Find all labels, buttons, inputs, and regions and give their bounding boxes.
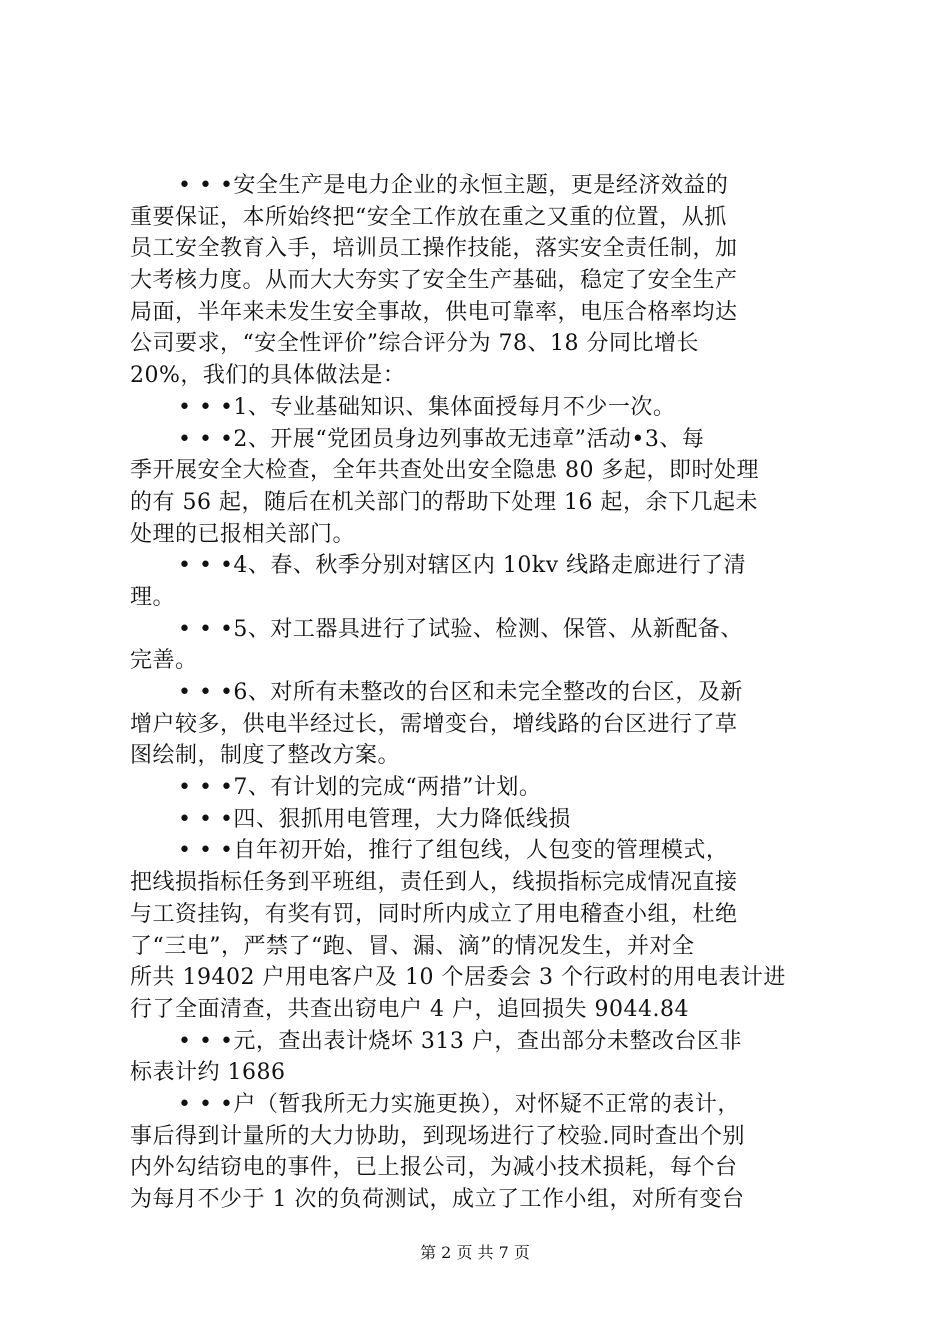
- page-number-footer: 第 2 页 共 7 页: [420, 1243, 530, 1262]
- text-line: • • •元，查出表计烧坏 313 户，查出部分未整改台区非: [178, 1028, 742, 1054]
- text-line: 与工资挂钩，有奖有罚，同时所内成立了用电稽查小组，杜绝: [130, 901, 738, 927]
- text-line: 处理的已报相关部门。: [130, 521, 356, 547]
- text-line: 了“三电”，严禁了“跑、冒、漏、滴”的情况发生，并对全: [130, 933, 695, 959]
- text-line: • • •4、春、秋季分别对辖区内 10kv 线路走廊进行了清: [178, 553, 747, 579]
- section-heading: • • •四、狠抓用电管理，大力降低线损: [178, 806, 571, 832]
- text-line: 图绘制，制度了整改方案。: [130, 743, 401, 769]
- text-line: • • •2、开展“党团员身边列事故无违章”活动•3、每: [178, 426, 705, 452]
- text-line: 完善。: [130, 648, 198, 674]
- text-line: • • •6、对所有未整改的台区和未完全整改的台区，及新: [178, 680, 743, 705]
- text-line: • • •户（暂我所无力实施更换），对怀疑不正常的表计，: [178, 1091, 740, 1117]
- text-line: • • •安全生产是电力企业的永恒主题，更是经济效益的: [178, 173, 729, 198]
- document-body: [130, 170, 834, 1216]
- text-line: 增户较多，供电半经过长，需增变台，增线路的台区进行了草: [130, 711, 738, 737]
- text-line: 的有 56 起，随后在机关部门的帮助下处理 16 起，余下几起未: [130, 489, 758, 515]
- text-line: 员工安全教育入手，培训员工操作技能，落实安全责任制，加: [130, 236, 738, 262]
- text-line: 局面，半年来未发生安全事故，供电可靠率，电压合格率均达: [130, 299, 738, 325]
- text-line: 行了全面清查，共查出窃电户 4 户，追回损失 9044.84: [130, 996, 689, 1022]
- text-line: • • •1、专业基础知识、集体面授每月不少一次。: [178, 394, 676, 420]
- text-line: 理。: [130, 584, 176, 610]
- text-line: • • •7、有计划的完成“两措”计划。: [178, 775, 542, 801]
- text-line: 公司要求，“安全性评价”综合评分为 78、18 分同比增长: [130, 331, 699, 357]
- text-line: 标表计约 1686: [130, 1060, 286, 1086]
- text-line: 大考核力度。从而大大夯实了安全生产基础，稳定了安全生产: [130, 268, 738, 294]
- text-line: 为每月不少于 1 次的负荷测试，成立了工作小组，对所有变台: [130, 1187, 745, 1212]
- text-line: 20%，我们的具体做法是：: [130, 363, 406, 389]
- text-line: 所共 19402 户用电客户及 10 个居委会 3 个行政村的用电表计进: [130, 965, 786, 991]
- text-line: 事后得到计量所的大力协助，到现场进行了校验.同时查出个别: [130, 1123, 745, 1149]
- text-line: 重要保证，本所始终把“安全工作放在重之又重的位置，从抓: [130, 204, 727, 230]
- text-line: 把线损指标任务到平班组，责任到人，线损指标完成情况直接: [130, 870, 738, 896]
- text-line: • • •自年初开始，推行了组包线，人包变的管理模式，: [178, 838, 729, 864]
- text-line: 内外勾结窃电的事件，已上报公司，为减小技术损耗，每个台: [130, 1155, 738, 1181]
- text-line: 季开展安全大检查，全年共查处出安全隐患 80 多起，即时处理: [130, 458, 759, 484]
- text-line: • • •5、对工器具进行了试验、检测、保管、从新配备、: [178, 616, 743, 642]
